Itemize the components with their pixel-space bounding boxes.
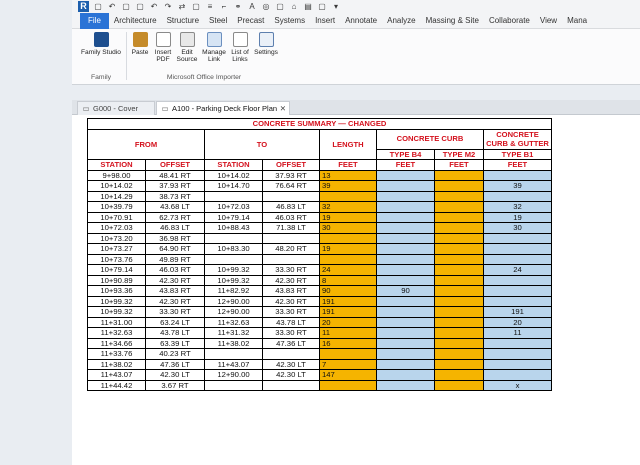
table-cell: 10+99.32 [88, 296, 146, 307]
table-cell: 3.67 RT [146, 380, 205, 391]
ribbon-tab-insert[interactable]: Insert [315, 15, 336, 25]
table-cell: 63.39 LT [146, 338, 205, 349]
table-cell: 42.30 RT [146, 296, 205, 307]
group-divider [126, 32, 127, 80]
table-cell: 37.93 RT [263, 170, 320, 181]
table-cell [435, 233, 484, 244]
table-cell: 48.20 RT [263, 244, 320, 255]
table-cell: 42.30 RT [146, 275, 205, 286]
table-cell: 10+14.70 [205, 181, 263, 192]
table-cell [435, 359, 484, 370]
table-cell [435, 317, 484, 328]
table-row [88, 380, 552, 391]
table-cell: 47.36 LT [263, 338, 320, 349]
table-cell [435, 286, 484, 297]
subheader-cell: STATION [88, 160, 146, 171]
quick-access-icon[interactable]: ↶ [108, 2, 116, 11]
tab-g000-label: G000 - Cover [93, 104, 139, 113]
table-cell [377, 338, 435, 349]
family-studio-icon [94, 32, 109, 47]
table-cell: 33.30 RT [263, 265, 320, 276]
ribbon-tab-steel[interactable]: Steel [209, 15, 228, 25]
table-cell: 43.83 RT [146, 286, 205, 297]
subheader-cell: FEET [320, 160, 377, 171]
edit-source-button[interactable] [174, 32, 200, 64]
table-cell [484, 254, 552, 265]
table-cell: 9+98.00 [88, 170, 146, 181]
table-cell [263, 233, 320, 244]
table-row [88, 265, 552, 276]
table-row [88, 254, 552, 265]
table-cell: 90 [377, 286, 435, 297]
table-cell: 46.83 LT [263, 202, 320, 213]
table-cell: 11+32.63 [205, 317, 263, 328]
table-cell [320, 233, 377, 244]
table-cell: 10+93.36 [88, 286, 146, 297]
table-cell: 11+32.63 [88, 328, 146, 339]
subheader-cell: OFFSET [146, 160, 205, 171]
tab-a100-parking-deck[interactable] [156, 101, 290, 115]
table-cell: 10+72.03 [205, 202, 263, 213]
revit-logo[interactable]: R [78, 1, 89, 12]
table-cell [377, 223, 435, 234]
tab-a100-label: A100 - Parking Deck Floor Plan [172, 104, 278, 113]
table-cell: 42.30 RT [263, 296, 320, 307]
table-cell [377, 202, 435, 213]
table-cell [377, 212, 435, 223]
table-cell [377, 233, 435, 244]
table-cell: 38.73 RT [146, 191, 205, 202]
table-cell [435, 338, 484, 349]
table-cell: 30 [484, 223, 552, 234]
table-cell [263, 349, 320, 360]
table-cell [435, 223, 484, 234]
manage-link-button[interactable] [200, 32, 228, 64]
table-row [88, 181, 552, 192]
table-cell [377, 265, 435, 276]
table-cell [435, 254, 484, 265]
list-icon [233, 32, 248, 47]
table-cell: 10+88.43 [205, 223, 263, 234]
table-cell [377, 244, 435, 255]
close-icon[interactable]: ✕ [279, 104, 286, 113]
drawing-canvas[interactable] [72, 115, 640, 465]
table-row [88, 307, 552, 318]
table-cell: 43.68 LT [146, 202, 205, 213]
subheader-cell: FEET [435, 160, 484, 171]
table-cell: 11+31.32 [205, 328, 263, 339]
table-cell: 10+14.02 [88, 181, 146, 192]
paste-icon [133, 32, 148, 47]
quick-access-toolbar [72, 0, 640, 13]
header-length: LENGTH [320, 129, 377, 160]
table-cell: x [484, 380, 552, 391]
family-studio-label: Family Studio [81, 49, 121, 56]
subheader-row [88, 160, 552, 171]
ribbon-tab-precast[interactable]: Precast [237, 15, 265, 25]
pdf-icon [156, 32, 171, 47]
table-cell: 11+31.00 [88, 317, 146, 328]
table-cell: 147 [320, 370, 377, 381]
table-cell [263, 191, 320, 202]
table-cell [377, 307, 435, 318]
table-cell [377, 349, 435, 360]
table-cell [435, 170, 484, 181]
edit-source-icon [180, 32, 195, 47]
table-cell: 10+90.89 [88, 275, 146, 286]
group-family-label: Family [90, 74, 111, 81]
table-cell: 10+99.32 [88, 307, 146, 318]
schedule-title: CONCRETE SUMMARY — CHANGED [88, 119, 552, 130]
table-cell: 76.64 RT [263, 181, 320, 192]
table-cell: 49.89 RT [146, 254, 205, 265]
table-cell [435, 191, 484, 202]
document-tab-bar [72, 100, 640, 115]
schedule-body [88, 170, 552, 391]
ribbon-tab-massing-site[interactable]: Massing & Site [425, 15, 479, 25]
table-cell: 8 [320, 275, 377, 286]
family-studio-button[interactable] [78, 32, 124, 56]
header-to: TO [205, 129, 320, 160]
table-cell [435, 244, 484, 255]
settings-label: Settings [254, 49, 278, 56]
quick-access-icon[interactable]: A [249, 2, 255, 11]
table-cell [435, 370, 484, 381]
table-cell [377, 275, 435, 286]
table-cell: 43.78 LT [146, 328, 205, 339]
table-cell: 191 [320, 296, 377, 307]
table-cell: 13 [320, 170, 377, 181]
header-from: FROM [88, 129, 205, 160]
table-cell [205, 191, 263, 202]
subheader-cell: STATION [205, 160, 263, 171]
table-cell: 11+82.92 [205, 286, 263, 297]
table-cell: 10+79.14 [88, 265, 146, 276]
table-cell: 11+43.07 [205, 359, 263, 370]
table-cell: 63.24 LT [146, 317, 205, 328]
table-cell: 19 [484, 212, 552, 223]
table-cell: 11+44.42 [88, 380, 146, 391]
ribbon-tab-systems[interactable]: Systems [274, 15, 306, 25]
edit-source-label-2: Source [176, 56, 198, 64]
quick-access-icon[interactable]: ▾ [333, 2, 338, 11]
ribbon-tab-bar [72, 13, 640, 29]
table-cell [377, 328, 435, 339]
table-cell: 19 [320, 244, 377, 255]
concrete-summary-schedule [87, 118, 552, 391]
table-cell [377, 359, 435, 370]
table-row [88, 191, 552, 202]
table-cell [377, 170, 435, 181]
manage-link-label-1: Manage [202, 49, 226, 56]
table-cell [484, 244, 552, 255]
table-cell: 46.03 RT [146, 265, 205, 276]
table-cell: 32 [484, 202, 552, 213]
table-cell: 43.83 RT [263, 286, 320, 297]
table-cell [377, 181, 435, 192]
quick-access-icon[interactable]: ↷ [164, 2, 172, 11]
table-cell [484, 296, 552, 307]
table-cell: 10+73.20 [88, 233, 146, 244]
subheader-cell: OFFSET [263, 160, 320, 171]
manage-link-label-2: Link [207, 56, 221, 64]
quick-access-icon[interactable]: ↶ [150, 2, 158, 11]
list-of-links-button[interactable] [228, 32, 252, 64]
table-cell [377, 370, 435, 381]
table-cell: 42.30 LT [263, 359, 320, 370]
header-concrete-curb: CONCRETE CURB [377, 129, 484, 149]
table-cell: 42.30 LT [263, 370, 320, 381]
quick-access-icon[interactable]: ▢ [122, 2, 130, 11]
table-row [88, 202, 552, 213]
insert-pdf-button[interactable] [152, 32, 174, 64]
table-cell [435, 275, 484, 286]
table-cell: 24 [320, 265, 377, 276]
table-cell [205, 233, 263, 244]
ribbon-panel [72, 29, 640, 85]
table-cell: 191 [320, 307, 377, 318]
table-cell [435, 328, 484, 339]
table-cell [320, 191, 377, 202]
header-type-b1: TYPE B1 [484, 149, 552, 160]
table-cell [484, 275, 552, 286]
table-row [88, 338, 552, 349]
tab-g000-cover[interactable] [77, 101, 155, 115]
table-cell: 64.90 RT [146, 244, 205, 255]
list-of-links-label-1: List of [231, 49, 249, 56]
subheader-cell: FEET [484, 160, 552, 171]
quick-access-icon[interactable]: ▢ [276, 2, 284, 11]
table-cell: 33.30 RT [146, 307, 205, 318]
table-cell: 10+14.29 [88, 191, 146, 202]
table-cell [263, 254, 320, 265]
settings-button[interactable] [252, 32, 280, 56]
table-cell: 11 [320, 328, 377, 339]
ribbon-tab-file[interactable]: File [80, 13, 109, 29]
sheet-icon: ▭ [82, 104, 90, 113]
table-cell: 11+38.02 [88, 359, 146, 370]
table-cell [263, 380, 320, 391]
table-cell [484, 338, 552, 349]
table-cell: 11 [484, 328, 552, 339]
quick-access-icon[interactable]: ◎ [262, 2, 270, 11]
table-cell [435, 181, 484, 192]
ribbon-tab-mana[interactable]: Mana [567, 15, 588, 25]
table-cell: 10+72.03 [88, 223, 146, 234]
table-cell: 39 [320, 181, 377, 192]
table-cell [377, 380, 435, 391]
table-cell [377, 296, 435, 307]
table-cell: 10+73.27 [88, 244, 146, 255]
header-type-b4: TYPE B4 [377, 149, 435, 160]
quick-access-icon[interactable]: ⇄ [178, 2, 186, 11]
table-cell [484, 191, 552, 202]
table-cell: 10+83.30 [205, 244, 263, 255]
table-row [88, 275, 552, 286]
table-cell: 32 [320, 202, 377, 213]
table-cell [205, 254, 263, 265]
table-cell: 42.30 LT [146, 370, 205, 381]
table-row [88, 244, 552, 255]
table-cell [205, 380, 263, 391]
table-cell: 20 [484, 317, 552, 328]
paste-label: Paste [131, 49, 149, 56]
ribbon-tab-annotate[interactable]: Annotate [345, 15, 378, 25]
table-cell [320, 254, 377, 265]
table-cell: 11+38.02 [205, 338, 263, 349]
table-cell [484, 233, 552, 244]
table-cell: 40.23 RT [146, 349, 205, 360]
table-row [88, 286, 552, 297]
table-cell [484, 359, 552, 370]
table-cell: 90 [320, 286, 377, 297]
table-row [88, 370, 552, 381]
table-cell: 11+34.66 [88, 338, 146, 349]
header-type-m2: TYPE M2 [435, 149, 484, 160]
group-office-label: Microsoft Office Importer [166, 74, 242, 81]
quick-access-icon[interactable]: ▢ [94, 2, 102, 11]
ribbon-tab-collaborate[interactable]: Collaborate [488, 15, 530, 25]
table-cell [377, 191, 435, 202]
table-cell: 12+90.00 [205, 307, 263, 318]
quick-access-icon[interactable]: ▤ [304, 2, 312, 11]
ribbon-tab-analyze[interactable]: Analyze [387, 15, 416, 25]
table-cell: 39 [484, 181, 552, 192]
table-cell: 10+79.14 [205, 212, 263, 223]
table-cell [435, 202, 484, 213]
sheet-icon: ▭ [161, 104, 169, 113]
table-row [88, 233, 552, 244]
table-cell [484, 349, 552, 360]
table-cell: 33.30 RT [263, 307, 320, 318]
table-cell [484, 370, 552, 381]
table-cell [435, 265, 484, 276]
table-row [88, 296, 552, 307]
paste-button[interactable] [128, 32, 152, 56]
ribbon-tab-architecture[interactable]: Architecture [113, 15, 157, 25]
table-cell [435, 212, 484, 223]
quick-access-icon[interactable]: ▢ [318, 2, 326, 11]
table-cell [377, 254, 435, 265]
table-cell [435, 307, 484, 318]
table-cell [484, 170, 552, 181]
table-cell: 7 [320, 359, 377, 370]
manage-link-icon [207, 32, 222, 47]
table-cell: 43.78 LT [263, 317, 320, 328]
quick-access-icon[interactable]: ⚭ [234, 2, 242, 11]
table-row [88, 317, 552, 328]
table-cell: 10+39.79 [88, 202, 146, 213]
table-cell: 37.93 RT [146, 181, 205, 192]
table-cell: 191 [484, 307, 552, 318]
table-cell: 12+90.00 [205, 370, 263, 381]
quick-access-icon[interactable]: ⌂ [291, 2, 297, 11]
table-cell: 48.41 RT [146, 170, 205, 181]
table-row [88, 223, 552, 234]
table-row [88, 212, 552, 223]
table-cell: 10+70.91 [88, 212, 146, 223]
edit-source-label-1: Edit [181, 49, 193, 56]
quick-access-icon[interactable]: ⌐ [221, 2, 227, 11]
ribbon-tab-view[interactable]: View [539, 15, 558, 25]
table-cell: 42.30 RT [263, 275, 320, 286]
settings-icon [259, 32, 274, 47]
table-cell: 19 [320, 212, 377, 223]
table-cell [484, 286, 552, 297]
table-cell: 20 [320, 317, 377, 328]
table-cell [320, 380, 377, 391]
table-cell: 16 [320, 338, 377, 349]
table-cell: 10+99.32 [205, 275, 263, 286]
table-row [88, 170, 552, 181]
table-cell [435, 296, 484, 307]
quick-access-icon[interactable]: ▢ [136, 2, 144, 11]
quick-access-icon[interactable]: ≡ [207, 2, 213, 11]
table-cell [205, 349, 263, 360]
table-cell: 46.03 RT [263, 212, 320, 223]
table-cell [377, 317, 435, 328]
insert-pdf-label-2: PDF [156, 56, 170, 64]
table-cell: 24 [484, 265, 552, 276]
table-cell: 30 [320, 223, 377, 234]
list-of-links-label-2: Links [232, 56, 248, 64]
quick-access-icon[interactable]: ▢ [192, 2, 200, 11]
table-cell: 71.38 LT [263, 223, 320, 234]
table-cell [320, 349, 377, 360]
table-cell: 47.36 LT [146, 359, 205, 370]
table-row [88, 349, 552, 360]
table-cell [435, 349, 484, 360]
table-cell: 33.30 RT [263, 328, 320, 339]
table-cell: 10+73.76 [88, 254, 146, 265]
header-concrete-curb-gutter: CONCRETE CURB & GUTTER [484, 129, 552, 149]
table-cell: 10+14.02 [205, 170, 263, 181]
insert-pdf-label-1: Insert [154, 49, 172, 56]
table-cell: 11+43.07 [88, 370, 146, 381]
table-cell: 11+33.76 [88, 349, 146, 360]
table-cell: 12+90.00 [205, 296, 263, 307]
table-row [88, 359, 552, 370]
table-cell [435, 380, 484, 391]
ribbon-tab-structure[interactable]: Structure [166, 15, 200, 25]
subheader-cell: FEET [377, 160, 435, 171]
table-row [88, 328, 552, 339]
table-cell: 36.98 RT [146, 233, 205, 244]
table-cell: 10+99.32 [205, 265, 263, 276]
table-cell: 62.73 RT [146, 212, 205, 223]
table-cell: 46.83 LT [146, 223, 205, 234]
